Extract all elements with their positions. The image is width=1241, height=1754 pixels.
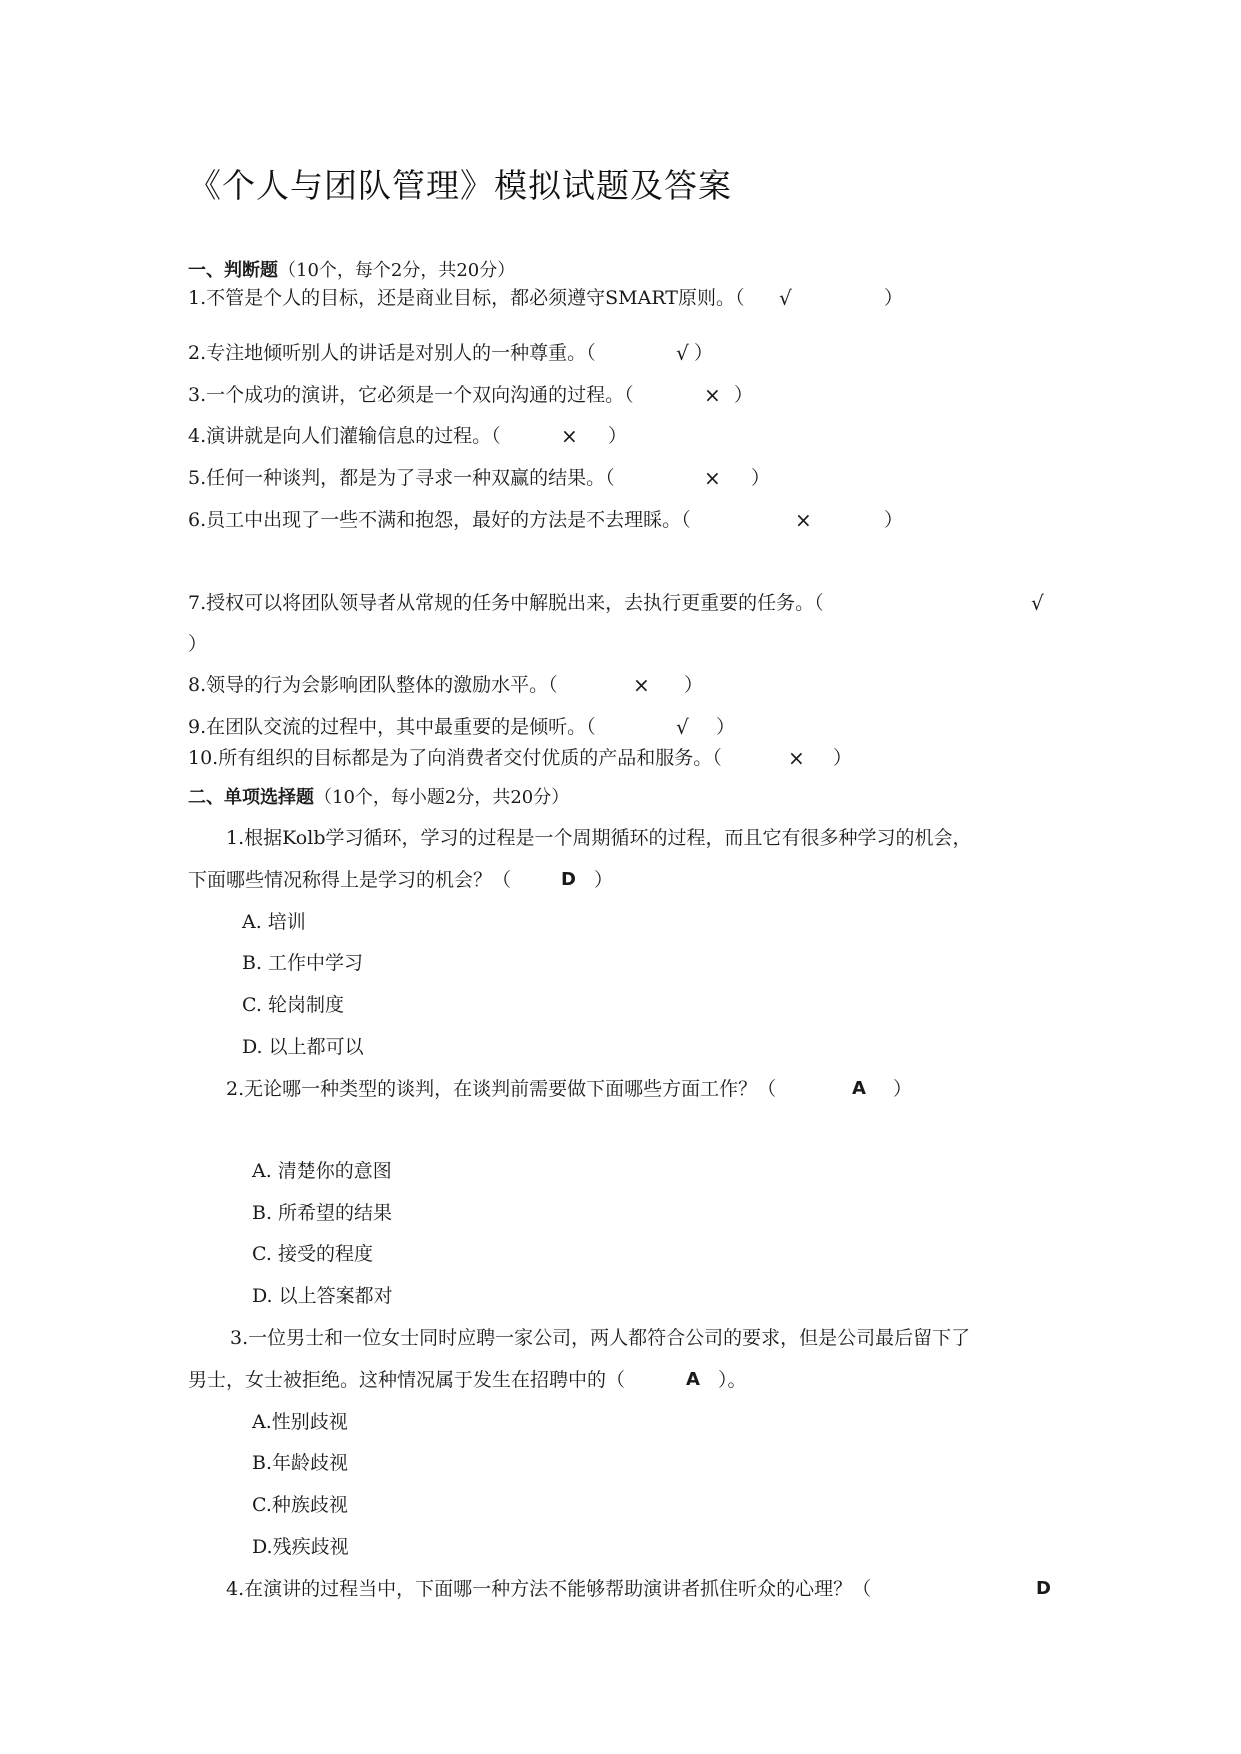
question-2-answer: A — [852, 1078, 866, 1099]
judgment-item-9-close: ） — [716, 716, 736, 738]
question-3-option-c: C.种族歧视 — [252, 1494, 348, 1516]
question-1-close: ） — [594, 869, 614, 891]
judgment-item-7-mark: √ — [1031, 591, 1044, 615]
judgment-item-9-mark: √ — [676, 715, 689, 739]
section-heading-judgment — [188, 259, 515, 283]
question-2-option-a: A. 清楚你的意图 — [252, 1160, 392, 1182]
question-1-option-a: A. 培训 — [242, 911, 306, 933]
judgment-item-5-text: 5.任何一种谈判，都是为了寻求一种双赢的结果。（ — [188, 467, 615, 489]
question-1-option-c: C. 轮岗制度 — [242, 994, 344, 1016]
judgment-item-8-text: 8.领导的行为会影响团队整体的激励水平。（ — [188, 674, 558, 696]
document-title: 《个人与团队管理》模拟试题及答案 — [188, 166, 732, 205]
question-2-close: ） — [893, 1078, 913, 1100]
judgment-item-10-text: 10.所有组织的目标都是为了向消费者交付优质的产品和服务。（ — [188, 747, 722, 769]
section-heading-single-choice — [188, 786, 569, 810]
judgment-item-1-mark: √ — [779, 286, 792, 310]
judgment-item-6-close: ） — [884, 509, 904, 531]
judgment-item-4-text: 4.演讲就是向人们灌输信息的过程。（ — [188, 425, 501, 447]
judgment-item-8-mark: × — [633, 673, 650, 697]
judgment-item-1-close: ） — [884, 287, 904, 309]
judgment-item-3-close: ） — [734, 384, 754, 406]
judgment-item-5-close: ） — [751, 467, 771, 489]
question-3-line-2: 男士，女士被拒绝。这种情况属于发生在招聘中的（ — [188, 1369, 626, 1391]
question-3-close: ）。 — [718, 1369, 747, 1391]
question-3-option-b: B.年龄歧视 — [252, 1452, 349, 1474]
judgment-item-2-text: 2.专注地倾听别人的讲话是对别人的一种尊重。（ — [188, 342, 596, 364]
question-3-option-d: D.残疾歧视 — [252, 1536, 349, 1558]
judgment-item-7-close: ） — [188, 633, 208, 655]
question-2-option-d: D. 以上答案都对 — [252, 1285, 393, 1307]
judgment-item-3-text: 3.一个成功的演讲，它必须是一个双向沟通的过程。（ — [188, 384, 634, 406]
question-2-line-1: 2.无论哪一种类型的谈判，在谈判前需要做下面哪些方面工作？（ — [226, 1078, 777, 1100]
question-1-option-b: B. 工作中学习 — [242, 952, 364, 974]
question-1-line-1: 1.根据Kolb学习循环，学习的过程是一个周期循环的过程，而且它有很多种学习的机会， — [226, 827, 972, 849]
question-3-line-1: 3.一位男士和一位女士同时应聘一家公司，两人都符合公司的要求，但是公司最后留下了 — [230, 1327, 971, 1349]
question-1-option-d: D. 以上都可以 — [242, 1036, 364, 1058]
question-2-option-c: C. 接受的程度 — [252, 1243, 373, 1265]
section-heading-note: （10个，每个2分，共20分） — [278, 260, 516, 281]
question-1-answer: D — [561, 869, 576, 890]
judgment-item-4-mark: × — [561, 424, 578, 448]
judgment-item-9-text: 9.在团队交流的过程中，其中最重要的是倾听。（ — [188, 716, 596, 738]
judgment-item-1-text: 1.不管是个人的目标，还是商业目标，都必须遵守SMART原则。（ — [188, 287, 745, 309]
judgment-item-5-mark: × — [704, 466, 721, 490]
judgment-item-10-mark: × — [788, 746, 805, 770]
question-1-line-2: 下面哪些情况称得上是学习的机会？（ — [188, 869, 512, 891]
question-3-answer: A — [686, 1369, 700, 1390]
judgment-item-6-mark: × — [795, 508, 812, 532]
question-4-answer: D — [1036, 1578, 1051, 1599]
judgment-item-8-close: ） — [684, 674, 704, 696]
judgment-item-7-text: 7.授权可以将团队领导者从常规的任务中解脱出来，去执行更重要的任务。（ — [188, 592, 824, 614]
judgment-item-6-text: 6.员工中出现了一些不满和抱怨，最好的方法是不去理睬。（ — [188, 509, 691, 531]
judgment-item-4-close: ） — [608, 425, 628, 447]
question-3-option-a: A.性别歧视 — [252, 1411, 348, 1433]
question-2-option-b: B. 所希望的结果 — [252, 1202, 393, 1224]
judgment-item-3-mark: × — [704, 383, 721, 407]
judgment-item-10-close: ） — [833, 747, 853, 769]
section-heading-label: 二、单项选择题 — [188, 787, 314, 808]
judgment-item-2-close: ） — [694, 342, 714, 364]
section-heading-note: （10个，每小题2分，共20分） — [314, 787, 570, 808]
section-heading-label: 一、判断题 — [188, 260, 278, 281]
judgment-item-2-mark: √ — [676, 341, 689, 365]
question-4-line-1: 4.在演讲的过程当中，下面哪一种方法不能够帮助演讲者抓住听众的心理？（ — [226, 1578, 872, 1600]
